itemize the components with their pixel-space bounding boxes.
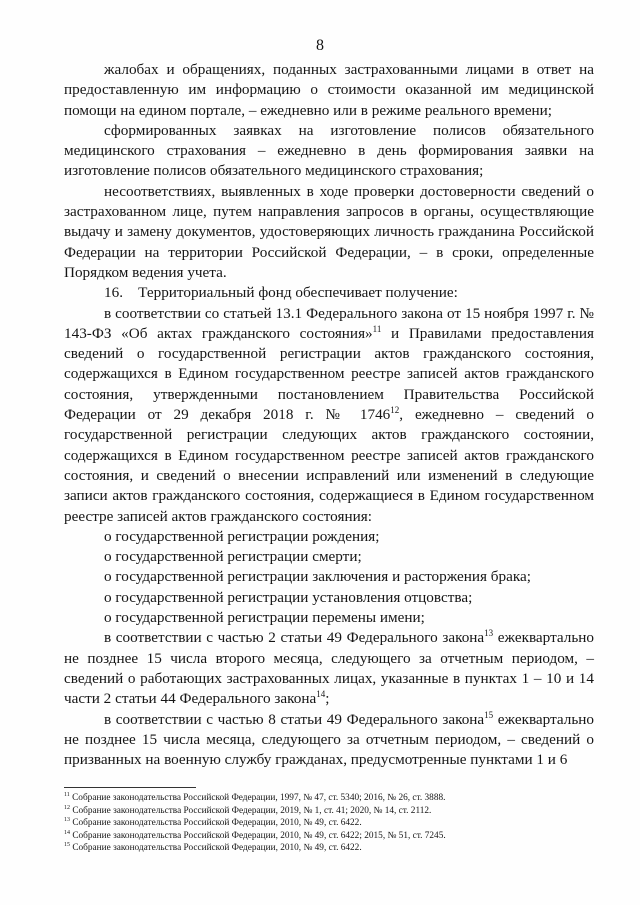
footnote-number: 14 [64,829,70,836]
paragraph-text: в соответствии со статьей 13.1 Федерального закона от 15 ноября 1997 г. № 143-ФЗ «Об актах гражданского состояния» [64,304,594,342]
footnote-number: 15 [64,842,70,849]
paragraph-text: сформированных заявках на изготовление полисов обязательного медицинского страхования – ежедневно в день формирования заявки на изготовление полисов обязательного медицинского страхования; [64,121,594,180]
paragraph-text: о государственной регистрации перемены имени; [104,609,425,627]
paragraph-text: в соответствии с частью 8 статьи 49 Федерального закона [104,710,485,728]
paragraph [64,283,594,303]
paragraph-text: ежеквартально не позднее 15 числа месяца, следующего за отчетным периодом, – сведений о призванных на военную службу гражданах, предусмотренные пунктами 1 и 6 [64,710,594,769]
footnote-text: Собрание законодательства Российской Федерации, 1997, № 47, ст. 5340; 2016, № 26, ст. 3888. [69,793,446,803]
footnote-ref: 15 [484,709,494,720]
paragraph [64,628,594,709]
footnote [64,792,594,805]
paragraph [64,182,594,283]
footnote-number: 12 [64,804,70,811]
paragraph-text: жалобах и обращениях, поданных застрахованными лицами в ответ на предоставленную им информацию о стоимости оказанной им медицинской помощи на едином портале, – ежедневно или в режиме реального времени; [64,61,594,119]
paragraph [64,547,594,567]
paragraph [64,588,594,608]
paragraph-text: , ежедневно – сведений о государственной регистрации следующих актов гражданского состоянии, содержащихся в Едином государственном реестре записей актов гражданского состояния, и сведений о внесении исправлений или изменений в следующие записи актов гражданского состояния, содержащиеся в Едином государственном реестре записей актов гражданского состояния: [64,406,594,525]
footnote-divider [64,787,196,788]
footnote [64,817,594,830]
footnote-text: Собрание законодательства Российской Федерации, 2010, № 49, ст. 6422; 2015, № 51, ст. 7245. [70,830,446,841]
footnote-number: 13 [64,817,70,824]
footnote-ref: 13 [484,628,494,639]
paragraph-text: о государственной регистрации заключения и расторжения брака; [104,568,531,586]
footnote-text: Собрание законодательства Российской Федерации, 2010, № 49, ст. 6422. [70,843,362,854]
paragraph-text: ежеквартально не позднее 15 числа второго месяца, следующего за отчетным периодом, – сведений о работающих застрахованных лицах, указанные в пунктах 1 – 10 и 14 части 2 статьи 44 Федерального закона [64,629,594,708]
paragraph [64,121,594,182]
footnote-ref: 11 [372,323,382,334]
paragraph-text: 16. Территориальный фонд обеспечивает получение: [104,284,458,302]
paragraph [64,710,594,771]
footnote-text: Собрание законодательства Российской Федерации, 2010, № 49, ст. 6422. [70,818,362,829]
paragraph-text: несоответствиях, выявленных в ходе проверки достоверности сведений о застрахованном лице, путем направления запросов в органы, осуществляющие выдачу и замену документов, удостоверяющих личность гражданина Российской Федерации на территории Российской Федерации, – в сроки, определенные Порядком ведения учета. [64,182,594,281]
paragraph-text: о государственной регистрации смерти; [104,548,362,566]
footnote-text: Собрание законодательства Российской Федерации, 2019, № 1, ст. 41; 2020, № 14, ст. 2112. [70,805,432,816]
paragraph [64,60,594,121]
paragraph [64,304,594,527]
footnotes [64,792,594,855]
paragraph-text: ; [325,690,330,708]
footnote-ref: 12 [390,404,400,415]
paragraph [64,608,594,628]
paragraph-text: и Правилами предоставления сведений о государственной регистрации актов гражданского состояния, содержащихся в Едином государственном реестре записей актов гражданского состояния, утвержденными постановлением Правительства Российской Федерации от 29 декабря 2018 г. № 1746 [64,324,594,424]
paragraph-text: о государственной регистрации установления отцовства; [104,588,473,606]
footnote-number: 11 [64,791,70,798]
paragraph-text: о государственной регистрации рождения; [104,527,380,545]
footnote [64,842,594,855]
paragraph [64,567,594,587]
page-number: 8 [316,37,324,54]
body-text [64,60,594,770]
paragraph-text: в соответствии с частью 2 статьи 49 Федерального закона [104,629,485,647]
footnote-ref: 14 [316,689,326,700]
footnote [64,830,594,843]
paragraph [64,527,594,547]
footnote [64,805,594,818]
